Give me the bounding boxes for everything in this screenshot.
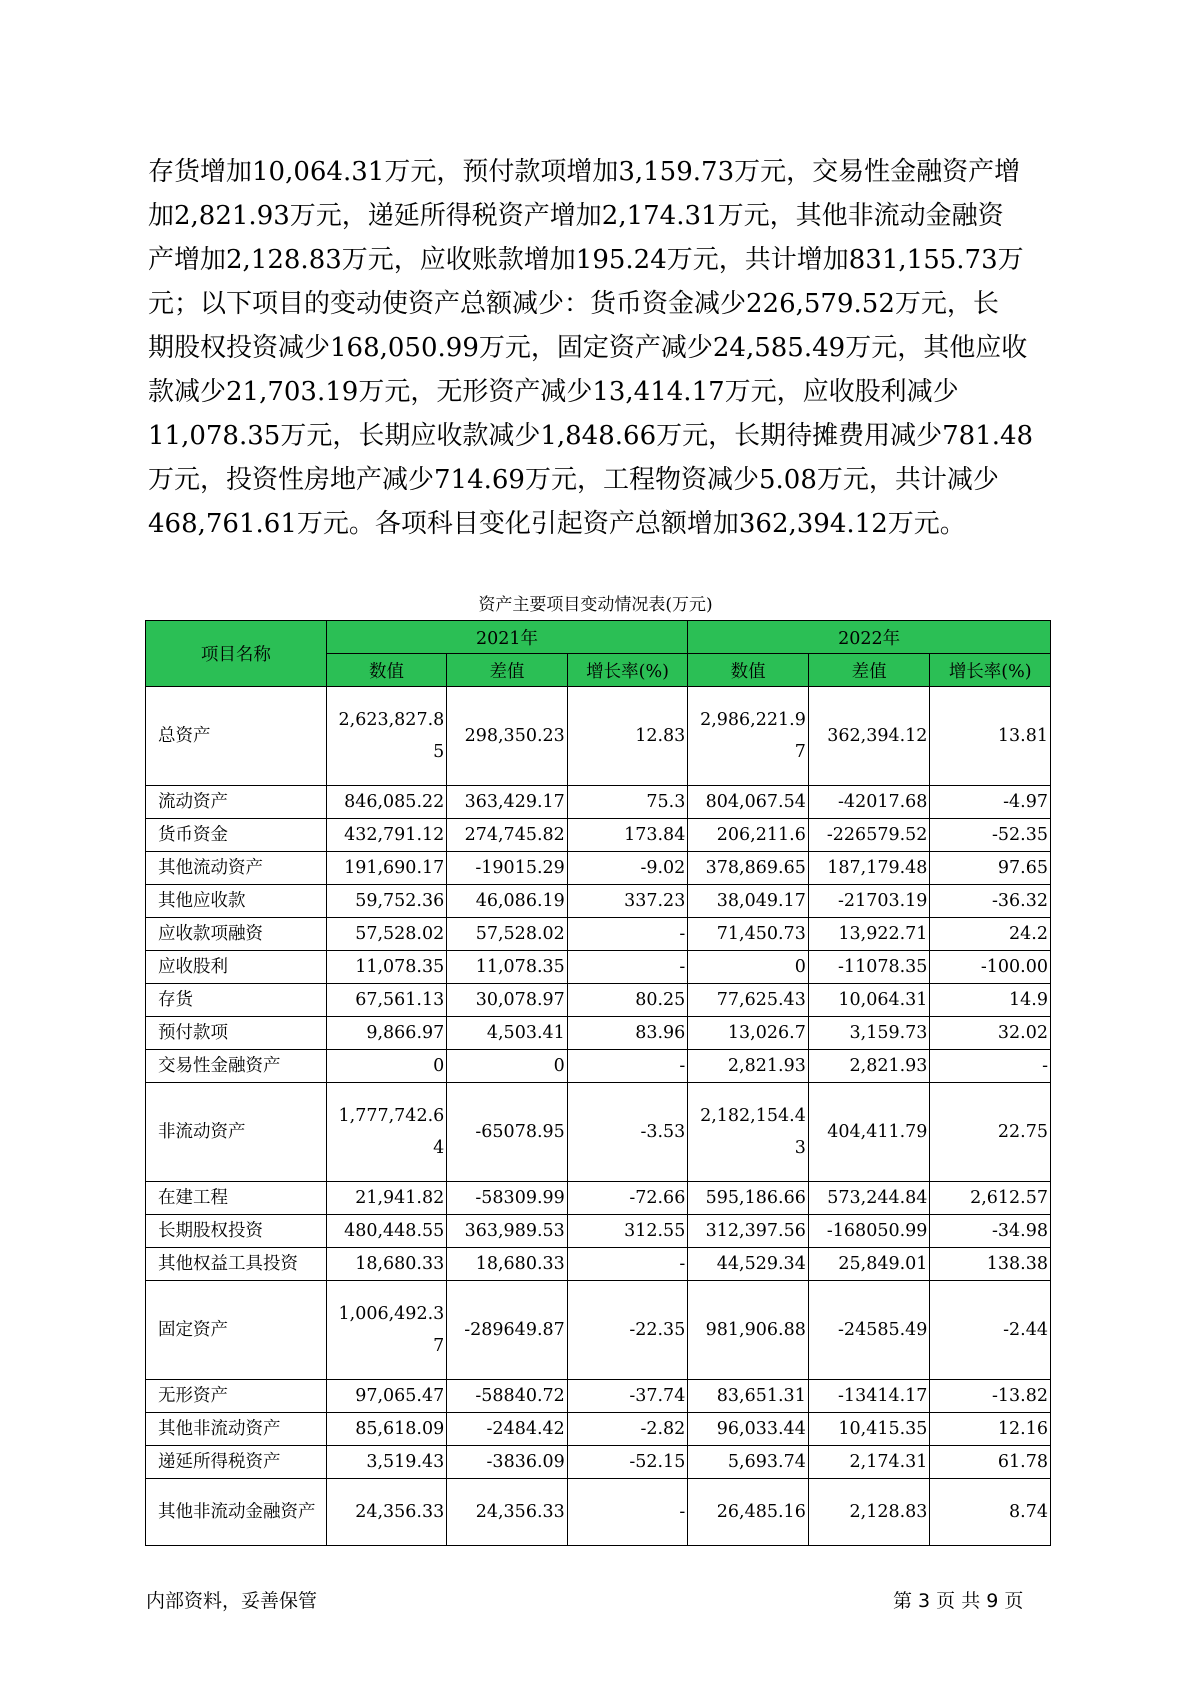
cell-growth-2021: - bbox=[567, 1479, 688, 1546]
cell-value-2021: 3,519.43 bbox=[326, 1446, 447, 1479]
cell-value-2022: 26,485.16 bbox=[688, 1479, 809, 1546]
cell-diff-2022: -11078.35 bbox=[808, 951, 930, 984]
paragraph-line: 元；以下项目的变动使资产总额减少：货币资金减少226,579.52万元，长 bbox=[148, 289, 999, 319]
cell-value-2021: 0 bbox=[326, 1050, 447, 1083]
cell-diff-2021: 0 bbox=[447, 1050, 568, 1083]
cell-value-2022: 83,651.31 bbox=[688, 1380, 809, 1413]
cell-value-2021: 1,777,742.64 bbox=[326, 1083, 447, 1182]
cell-diff-2021: 4,503.41 bbox=[447, 1017, 568, 1050]
table-row bbox=[146, 687, 1051, 786]
cell-growth-2021: 83.96 bbox=[567, 1017, 688, 1050]
paragraph-line: 加2,821.93万元，递延所得税资产增加2,174.31万元，其他非流动金融资 bbox=[148, 201, 1004, 231]
cell-value-2022: 312,397.56 bbox=[688, 1215, 809, 1248]
cell-diff-2021: 274,745.82 bbox=[447, 819, 568, 852]
cell-value-2021: 191,690.17 bbox=[326, 852, 447, 885]
cell-value-2021: 85,618.09 bbox=[326, 1413, 447, 1446]
cell-growth-2021: 312.55 bbox=[567, 1215, 688, 1248]
cell-row-name: 其他非流动金融资产 bbox=[146, 1479, 327, 1546]
cell-growth-2022: -13.82 bbox=[930, 1380, 1051, 1413]
paragraph-line: 存货增加10,064.31万元，预付款项增加3,159.73万元，交易性金融资产增 bbox=[148, 157, 1021, 187]
cell-diff-2022: -226579.52 bbox=[808, 819, 930, 852]
cell-growth-2021: -3.53 bbox=[567, 1083, 688, 1182]
cell-growth-2021: - bbox=[567, 1248, 688, 1281]
cell-growth-2022: 61.78 bbox=[930, 1446, 1051, 1479]
cell-row-name: 递延所得税资产 bbox=[146, 1446, 327, 1479]
cell-diff-2021: 363,429.17 bbox=[447, 786, 568, 819]
cell-row-name: 应收股利 bbox=[146, 951, 327, 984]
cell-row-name: 其他非流动资产 bbox=[146, 1413, 327, 1446]
header-growth-2022: 增长率(%) bbox=[930, 654, 1051, 687]
cell-value-2022: 206,211.6 bbox=[688, 819, 809, 852]
cell-value-2021: 97,065.47 bbox=[326, 1380, 447, 1413]
cell-row-name: 非流动资产 bbox=[146, 1083, 327, 1182]
cell-value-2022: 2,821.93 bbox=[688, 1050, 809, 1083]
cell-diff-2021: 57,528.02 bbox=[447, 918, 568, 951]
table-row bbox=[146, 1281, 1051, 1380]
cell-diff-2022: 3,159.73 bbox=[808, 1017, 930, 1050]
cell-value-2021: 24,356.33 bbox=[326, 1479, 447, 1546]
cell-growth-2021: -72.66 bbox=[567, 1182, 688, 1215]
cell-diff-2021: 11,078.35 bbox=[447, 951, 568, 984]
cell-diff-2021: 24,356.33 bbox=[447, 1479, 568, 1546]
cell-growth-2021: - bbox=[567, 951, 688, 984]
cell-value-2021: 432,791.12 bbox=[326, 819, 447, 852]
cell-growth-2021: 173.84 bbox=[567, 819, 688, 852]
table-row bbox=[146, 1380, 1051, 1413]
cell-diff-2022: -21703.19 bbox=[808, 885, 930, 918]
cell-growth-2022: 13.81 bbox=[930, 687, 1051, 786]
cell-value-2022: 981,906.88 bbox=[688, 1281, 809, 1380]
header-diff-2021: 差值 bbox=[447, 654, 568, 687]
cell-value-2021: 57,528.02 bbox=[326, 918, 447, 951]
cell-value-2022: 96,033.44 bbox=[688, 1413, 809, 1446]
cell-value-2021: 21,941.82 bbox=[326, 1182, 447, 1215]
table-row bbox=[146, 1083, 1051, 1182]
cell-growth-2021: 75.3 bbox=[567, 786, 688, 819]
cell-growth-2021: -22.35 bbox=[567, 1281, 688, 1380]
cell-diff-2022: -168050.99 bbox=[808, 1215, 930, 1248]
cell-row-name: 其他应收款 bbox=[146, 885, 327, 918]
table-row bbox=[146, 852, 1051, 885]
table-row bbox=[146, 1215, 1051, 1248]
cell-value-2022: 0 bbox=[688, 951, 809, 984]
cell-diff-2022: 13,922.71 bbox=[808, 918, 930, 951]
cell-row-name: 无形资产 bbox=[146, 1380, 327, 1413]
table-row bbox=[146, 786, 1051, 819]
cell-value-2022: 804,067.54 bbox=[688, 786, 809, 819]
cell-value-2022: 71,450.73 bbox=[688, 918, 809, 951]
cell-value-2021: 9,866.97 bbox=[326, 1017, 447, 1050]
cell-growth-2022: -2.44 bbox=[930, 1281, 1051, 1380]
cell-diff-2022: 573,244.84 bbox=[808, 1182, 930, 1215]
cell-diff-2022: 2,821.93 bbox=[808, 1050, 930, 1083]
cell-growth-2022: -52.35 bbox=[930, 819, 1051, 852]
cell-value-2022: 44,529.34 bbox=[688, 1248, 809, 1281]
cell-growth-2021: -2.82 bbox=[567, 1413, 688, 1446]
header-year-2022: 2022年 bbox=[688, 621, 1051, 654]
cell-growth-2021: - bbox=[567, 918, 688, 951]
cell-growth-2022: 2,612.57 bbox=[930, 1182, 1051, 1215]
cell-row-name: 交易性金融资产 bbox=[146, 1050, 327, 1083]
cell-value-2021: 480,448.55 bbox=[326, 1215, 447, 1248]
cell-diff-2021: -289649.87 bbox=[447, 1281, 568, 1380]
cell-growth-2022: 12.16 bbox=[930, 1413, 1051, 1446]
cell-value-2022: 2,182,154.43 bbox=[688, 1083, 809, 1182]
cell-diff-2021: 18,680.33 bbox=[447, 1248, 568, 1281]
header-value-2022: 数值 bbox=[688, 654, 809, 687]
table-row bbox=[146, 1017, 1051, 1050]
table-row bbox=[146, 984, 1051, 1017]
cell-row-name: 流动资产 bbox=[146, 786, 327, 819]
cell-growth-2021: -9.02 bbox=[567, 852, 688, 885]
cell-diff-2022: 362,394.12 bbox=[808, 687, 930, 786]
cell-growth-2021: 337.23 bbox=[567, 885, 688, 918]
cell-row-name: 总资产 bbox=[146, 687, 327, 786]
table-row bbox=[146, 1248, 1051, 1281]
cell-diff-2021: 46,086.19 bbox=[447, 885, 568, 918]
cell-growth-2022: 24.2 bbox=[930, 918, 1051, 951]
paragraph-line: 468,761.61万元。各项科目变化引起资产总额增加362,394.12万元。 bbox=[148, 509, 966, 539]
cell-diff-2021: -19015.29 bbox=[447, 852, 568, 885]
cell-row-name: 长期股权投资 bbox=[146, 1215, 327, 1248]
cell-growth-2021: - bbox=[567, 1050, 688, 1083]
cell-diff-2021: -58309.99 bbox=[447, 1182, 568, 1215]
cell-diff-2021: 363,989.53 bbox=[447, 1215, 568, 1248]
cell-growth-2022: 138.38 bbox=[930, 1248, 1051, 1281]
asset-change-table bbox=[145, 620, 1051, 1546]
paragraph-line: 产增加2,128.83万元，应收账款增加195.24万元，共计增加831,155.73万 bbox=[148, 245, 1024, 275]
cell-diff-2022: 10,415.35 bbox=[808, 1413, 930, 1446]
table-row bbox=[146, 885, 1051, 918]
cell-diff-2022: -13414.17 bbox=[808, 1380, 930, 1413]
cell-growth-2022: - bbox=[930, 1050, 1051, 1083]
footer-page-number: 第 3 页 共 9 页 bbox=[893, 1590, 1024, 1612]
cell-growth-2022: 32.02 bbox=[930, 1017, 1051, 1050]
cell-diff-2022: 25,849.01 bbox=[808, 1248, 930, 1281]
table-row bbox=[146, 918, 1051, 951]
table-row bbox=[146, 951, 1051, 984]
cell-growth-2022: 14.9 bbox=[930, 984, 1051, 1017]
cell-diff-2021: -65078.95 bbox=[447, 1083, 568, 1182]
cell-row-name: 应收款项融资 bbox=[146, 918, 327, 951]
cell-value-2021: 67,561.13 bbox=[326, 984, 447, 1017]
cell-row-name: 其他权益工具投资 bbox=[146, 1248, 327, 1281]
cell-diff-2022: 2,128.83 bbox=[808, 1479, 930, 1546]
cell-value-2022: 5,693.74 bbox=[688, 1446, 809, 1479]
cell-row-name: 固定资产 bbox=[146, 1281, 327, 1380]
cell-row-name: 在建工程 bbox=[146, 1182, 327, 1215]
header-growth-2021: 增长率(%) bbox=[567, 654, 688, 687]
cell-diff-2021: -2484.42 bbox=[447, 1413, 568, 1446]
cell-value-2021: 2,623,827.85 bbox=[326, 687, 447, 786]
cell-diff-2021: 30,078.97 bbox=[447, 984, 568, 1017]
body-paragraph bbox=[148, 150, 1050, 546]
table-row bbox=[146, 1479, 1051, 1546]
header-value-2021: 数值 bbox=[326, 654, 447, 687]
cell-growth-2022: -34.98 bbox=[930, 1215, 1051, 1248]
cell-value-2021: 846,085.22 bbox=[326, 786, 447, 819]
footer-confidential-note: 内部资料，妥善保管 bbox=[146, 1590, 318, 1612]
header-year-2021: 2021年 bbox=[326, 621, 688, 654]
cell-value-2021: 11,078.35 bbox=[326, 951, 447, 984]
cell-value-2022: 13,026.7 bbox=[688, 1017, 809, 1050]
cell-diff-2022: 187,179.48 bbox=[808, 852, 930, 885]
cell-row-name: 其他流动资产 bbox=[146, 852, 327, 885]
cell-diff-2022: 404,411.79 bbox=[808, 1083, 930, 1182]
cell-growth-2022: 97.65 bbox=[930, 852, 1051, 885]
table-row bbox=[146, 1413, 1051, 1446]
table-row bbox=[146, 1446, 1051, 1479]
paragraph-line: 期股权投资减少168,050.99万元，固定资产减少24,585.49万元，其他应收 bbox=[148, 333, 1028, 363]
cell-growth-2021: -52.15 bbox=[567, 1446, 688, 1479]
table-row bbox=[146, 1182, 1051, 1215]
cell-value-2022: 378,869.65 bbox=[688, 852, 809, 885]
cell-diff-2022: 10,064.31 bbox=[808, 984, 930, 1017]
cell-growth-2021: 80.25 bbox=[567, 984, 688, 1017]
cell-diff-2022: -24585.49 bbox=[808, 1281, 930, 1380]
cell-row-name: 货币资金 bbox=[146, 819, 327, 852]
cell-growth-2022: -4.97 bbox=[930, 786, 1051, 819]
cell-row-name: 存货 bbox=[146, 984, 327, 1017]
cell-growth-2022: -36.32 bbox=[930, 885, 1051, 918]
paragraph-line: 万元，投资性房地产减少714.69万元，工程物资减少5.08万元，共计减少 bbox=[148, 465, 999, 495]
cell-diff-2021: 298,350.23 bbox=[447, 687, 568, 786]
cell-value-2021: 1,006,492.37 bbox=[326, 1281, 447, 1380]
cell-growth-2022: -100.00 bbox=[930, 951, 1051, 984]
cell-value-2022: 595,186.66 bbox=[688, 1182, 809, 1215]
cell-value-2021: 59,752.36 bbox=[326, 885, 447, 918]
cell-value-2021: 18,680.33 bbox=[326, 1248, 447, 1281]
paragraph-line: 款减少21,703.19万元，无形资产减少13,414.17万元，应收股利减少 bbox=[148, 377, 959, 407]
cell-growth-2022: 22.75 bbox=[930, 1083, 1051, 1182]
cell-value-2022: 38,049.17 bbox=[688, 885, 809, 918]
table-caption: 资产主要项目变动情况表(万元) bbox=[478, 595, 713, 615]
header-item-name: 项目名称 bbox=[146, 621, 327, 687]
header-diff-2022: 差值 bbox=[808, 654, 930, 687]
cell-value-2022: 2,986,221.97 bbox=[688, 687, 809, 786]
cell-diff-2022: -42017.68 bbox=[808, 786, 930, 819]
cell-growth-2021: 12.83 bbox=[567, 687, 688, 786]
cell-growth-2022: 8.74 bbox=[930, 1479, 1051, 1546]
cell-diff-2021: -58840.72 bbox=[447, 1380, 568, 1413]
cell-diff-2022: 2,174.31 bbox=[808, 1446, 930, 1479]
cell-value-2022: 77,625.43 bbox=[688, 984, 809, 1017]
cell-diff-2021: -3836.09 bbox=[447, 1446, 568, 1479]
table-row bbox=[146, 1050, 1051, 1083]
table-row bbox=[146, 819, 1051, 852]
cell-growth-2021: -37.74 bbox=[567, 1380, 688, 1413]
paragraph-line: 11,078.35万元，长期应收款减少1,848.66万元，长期待摊费用减少781.48 bbox=[148, 421, 1034, 451]
cell-row-name: 预付款项 bbox=[146, 1017, 327, 1050]
